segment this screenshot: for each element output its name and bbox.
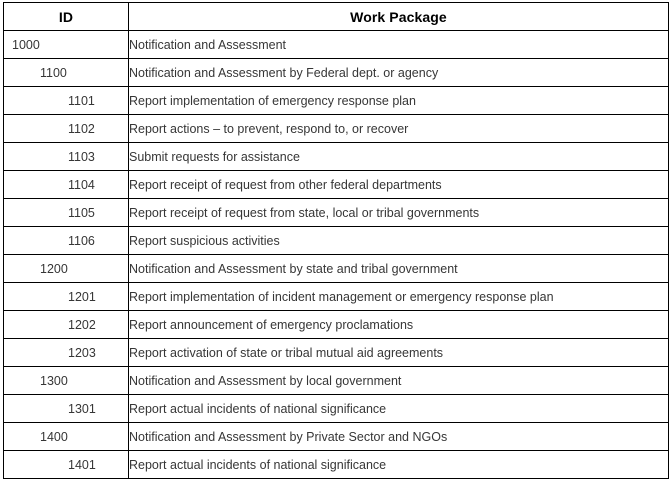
cell-id xyxy=(4,227,129,255)
work-package-id: 1401 xyxy=(68,457,96,472)
table-row xyxy=(4,283,669,311)
work-package-id: 1104 xyxy=(68,177,95,192)
work-package-id: 1102 xyxy=(68,121,95,136)
work-package-id: 1103 xyxy=(68,149,95,164)
table-row xyxy=(4,255,669,283)
cell-id xyxy=(4,283,129,311)
table-row xyxy=(4,59,669,87)
cell-work-package: Report announcement of emergency proclamations xyxy=(129,311,669,339)
cell-work-package: Notification and Assessment by Private Sector and NGOs xyxy=(129,423,669,451)
cell-id xyxy=(4,115,129,143)
work-package-table-container xyxy=(3,2,668,472)
work-package-id: 1400 xyxy=(40,429,68,444)
cell-work-package: Notification and Assessment by Federal dept. or agency xyxy=(129,59,669,87)
cell-id xyxy=(4,367,129,395)
table-row xyxy=(4,451,669,479)
work-package-id: 1101 xyxy=(68,93,95,108)
cell-work-package: Submit requests for assistance xyxy=(129,143,669,171)
cell-work-package: Report implementation of incident management or emergency response plan xyxy=(129,283,669,311)
cell-work-package: Notification and Assessment by local government xyxy=(129,367,669,395)
cell-id xyxy=(4,311,129,339)
cell-work-package: Report implementation of emergency response plan xyxy=(129,87,669,115)
cell-id xyxy=(4,451,129,479)
work-package-id: 1106 xyxy=(68,233,95,248)
work-package-id: 1202 xyxy=(68,317,96,332)
table-row xyxy=(4,31,669,59)
cell-id xyxy=(4,395,129,423)
column-header-work-package: Work Package xyxy=(129,3,669,31)
cell-work-package: Report suspicious activities xyxy=(129,227,669,255)
work-package-id: 1201 xyxy=(68,289,96,304)
cell-id xyxy=(4,171,129,199)
table-row xyxy=(4,227,669,255)
table-row xyxy=(4,339,669,367)
cell-work-package: Report actual incidents of national significance xyxy=(129,451,669,479)
cell-id xyxy=(4,87,129,115)
cell-work-package: Report actions – to prevent, respond to, or recover xyxy=(129,115,669,143)
table-row xyxy=(4,199,669,227)
table-row xyxy=(4,311,669,339)
table-row xyxy=(4,87,669,115)
table-row xyxy=(4,171,669,199)
table-row xyxy=(4,143,669,171)
cell-work-package: Notification and Assessment xyxy=(129,31,669,59)
cell-id xyxy=(4,423,129,451)
work-package-id: 1200 xyxy=(40,261,68,276)
table-row xyxy=(4,395,669,423)
cell-id xyxy=(4,255,129,283)
cell-work-package: Report activation of state or tribal mutual aid agreements xyxy=(129,339,669,367)
table-row xyxy=(4,115,669,143)
table-header xyxy=(4,3,669,31)
work-package-id: 1100 xyxy=(40,65,67,80)
cell-work-package: Report receipt of request from state, local or tribal governments xyxy=(129,199,669,227)
work-package-id: 1301 xyxy=(68,401,96,416)
table-header-row xyxy=(4,3,669,31)
cell-id xyxy=(4,31,129,59)
cell-id xyxy=(4,199,129,227)
work-package-id: 1300 xyxy=(40,373,68,388)
table-row xyxy=(4,367,669,395)
work-package-id: 1203 xyxy=(68,345,96,360)
work-package-id: 1000 xyxy=(12,37,40,52)
cell-id xyxy=(4,143,129,171)
cell-work-package: Report receipt of request from other federal departments xyxy=(129,171,669,199)
table-body xyxy=(4,31,669,479)
cell-id xyxy=(4,339,129,367)
cell-work-package: Notification and Assessment by state and tribal government xyxy=(129,255,669,283)
cell-work-package: Report actual incidents of national significance xyxy=(129,395,669,423)
table-row xyxy=(4,423,669,451)
work-package-table xyxy=(3,2,669,479)
column-header-id: ID xyxy=(4,3,129,31)
cell-id xyxy=(4,59,129,87)
work-package-id: 1105 xyxy=(68,205,95,220)
